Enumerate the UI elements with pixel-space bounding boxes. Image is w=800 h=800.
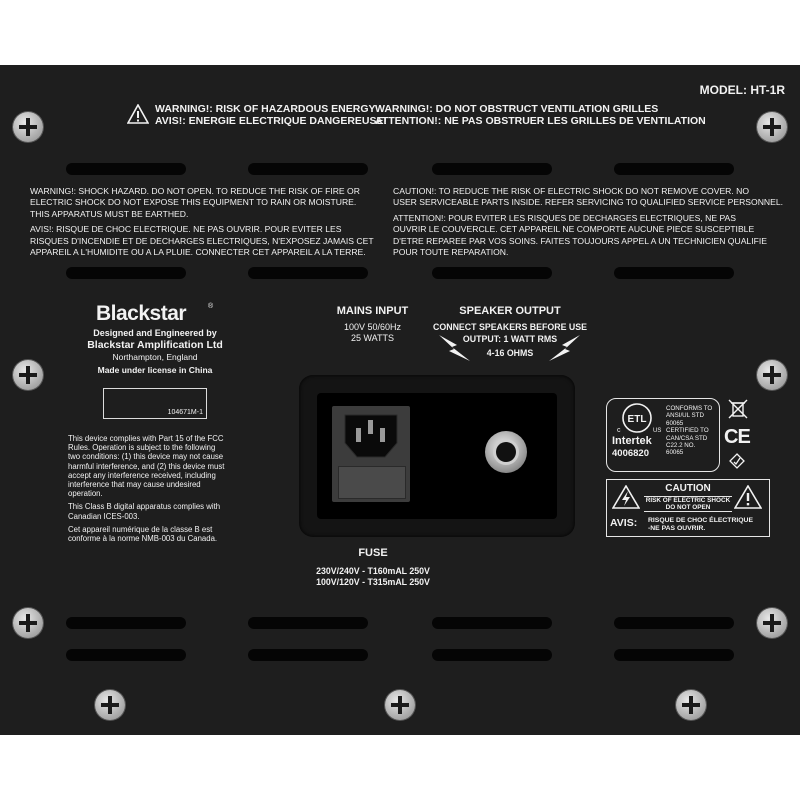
ventilation-slot — [66, 163, 186, 175]
trademark-mark: ® — [208, 303, 214, 310]
warning-hazard-fr: AVIS!: ENERGIE ELECTRIQUE DANGEREUSE! — [155, 115, 387, 127]
mains-input-title: MAINS INPUT — [336, 305, 409, 317]
fcc-line: harmful interference, and (2) this device must — [68, 461, 225, 471]
fcc-statement — [68, 434, 224, 543]
intertek-name: Intertek — [612, 435, 652, 447]
location-text: Northampton, England — [112, 352, 198, 362]
warning-ventilation-fr: ATTENTION!: NE PAS OBSTRUER LES GRILLES DE VENTILATION — [375, 115, 706, 127]
fcc-line: Rules. Operation is subject to the following — [68, 443, 216, 453]
ventilation-slot — [432, 617, 552, 629]
serial-number: 104671M-1 — [167, 409, 203, 416]
warning-line: APPAREIL A L'HUMIDITE OU A LA PLUIE. CONNECTER CET APPAREIL A LA TERRE. — [30, 247, 366, 258]
lightning-bolt-icon — [546, 333, 582, 363]
speaker-power: OUTPUT: 1 WATT RMS — [462, 334, 558, 344]
ventilation-slot — [614, 163, 734, 175]
ventilation-slot — [432, 267, 552, 279]
fcc-line: two conditions: (1) this device may not cause — [68, 452, 224, 462]
nmb-line: Cet appareil numérique de la classe B est — [68, 524, 213, 534]
ventilation-slot — [614, 649, 734, 661]
conformity-line: CAN/CSA STD — [666, 434, 708, 442]
caution-open-line: DO NOT OPEN — [644, 504, 732, 512]
warning-line: ATTENTION!: POUR EVITER LES RISQUES DE DECHARGES ELECTRIQUES, NE PAS — [393, 212, 737, 223]
svg-text:US: US — [653, 428, 661, 434]
ventilation-slot — [66, 617, 186, 629]
screw-icon — [13, 360, 43, 390]
ices-line: Canadian ICES-003. — [68, 511, 140, 521]
mains-wattage: 25 WATTS — [350, 333, 394, 343]
conformity-line: 60065 — [666, 419, 684, 427]
speaker-connect-note: CONNECT SPEAKERS BEFORE USE — [433, 322, 587, 332]
conformity-line: ANSI/UL STD — [666, 412, 704, 420]
conformity-text — [666, 405, 712, 457]
screw-icon — [757, 360, 787, 390]
fuse-rating-230v: 230V/240V - T160mAL 250V — [316, 566, 430, 576]
avis-risk-line: RISQUE DE CHOC ÉLECTRIQUE — [648, 517, 753, 524]
fcc-line: operation. — [68, 489, 103, 499]
speaker-output-title: SPEAKER OUTPUT — [459, 305, 561, 317]
screw-icon — [95, 690, 125, 720]
ventilation-slot — [248, 649, 368, 661]
ventilation-slot — [248, 617, 368, 629]
warning-ventilation-en: WARNING!: DO NOT OBSTRUCT VENTILATION GRILLES — [375, 103, 659, 115]
ventilation-slot — [66, 649, 186, 661]
made-in-text: Made under license in China — [97, 365, 213, 375]
warning-line: RISQUES D'INCENDIE ET DE DECHARGES ELECTRIQUES, N'EXPOSEZ JAMAIS CET — [30, 235, 374, 246]
intertek-number: 4006820 — [612, 448, 649, 459]
caution-risk-line: RISK OF ELECTRIC SHOCK — [645, 497, 731, 504]
avis-open-line: -NE PAS OUVRIR. — [648, 525, 706, 532]
iec-socket-icon — [343, 413, 399, 459]
serial-label — [103, 388, 207, 419]
ventilation-slot — [248, 163, 368, 175]
designed-by-text: Designed and Engineered by — [93, 328, 217, 338]
ventilation-slot — [432, 163, 552, 175]
conformity-line: CERTIFIED TO — [666, 427, 709, 435]
jack-hole — [496, 442, 516, 462]
ventilation-slot — [248, 267, 368, 279]
screw-icon — [757, 112, 787, 142]
etl-mark-icon — [613, 402, 661, 434]
ices-line: This Class B digital apparatus complies with — [68, 502, 221, 512]
caution-title: CAUTION — [665, 483, 711, 494]
warning-block-left — [30, 186, 374, 258]
warning-line: THIS APPARATUS MUST BE EARTHED. — [30, 208, 189, 219]
exclamation-triangle-icon — [734, 485, 762, 509]
weee-crossed-bin-icon — [727, 398, 749, 420]
rcm-mark-icon — [729, 453, 745, 469]
model-label: MODEL: HT-1R — [699, 83, 785, 97]
warning-triangle-icon — [127, 104, 149, 124]
lightning-triangle-icon — [612, 485, 640, 509]
fuse-title: FUSE — [358, 547, 388, 559]
conformity-line: 60065 — [666, 449, 684, 457]
warning-line: D'ETRE REPAREE PAR VOS SOINS. FAITES TOUJOURS APPEL A UN TECHNICIEN QUALIFIE — [393, 235, 767, 246]
ventilation-slot — [66, 267, 186, 279]
warning-line: WARNING!: SHOCK HAZARD. DO NOT OPEN. TO REDUCE THE RISK OF FIRE OR — [30, 186, 360, 196]
warning-line: OUVRIR LE COUVERCLE. CET APPAREIL NE COMPORTE AUCUNE PIECE SUSCEPTIBLE — [393, 224, 755, 235]
mains-voltage: 100V 50/60Hz — [343, 322, 402, 332]
warning-hazard-en: WARNING!: RISK OF HAZARDOUS ENERGY — [155, 103, 376, 115]
ventilation-slot — [614, 617, 734, 629]
fuse-rating-100v: 100V/120V - T315mAL 250V — [316, 577, 430, 587]
ventilation-slot — [614, 267, 734, 279]
warning-line: CAUTION!: TO REDUCE THE RISK OF ELECTRIC SHOCK DO NOT REMOVE COVER. NO — [393, 186, 750, 196]
warning-block-right — [393, 186, 783, 258]
fcc-line: This device complies with Part 15 of the FCC — [68, 434, 224, 443]
svg-text:ETL: ETL — [627, 414, 647, 425]
warning-line: POUR TOUTE REPARATION. — [393, 247, 509, 258]
company-name: Blackstar Amplification Ltd — [87, 339, 223, 351]
ce-mark: CE — [724, 426, 750, 448]
warning-line: USER SERVICEABLE PARTS INSIDE. REFER SERVICING TO QUALIFIED SERVICE PERSONNEL. — [393, 197, 784, 208]
warning-line: ELECTRIC SHOCK DO NOT EXPOSE THIS EQUIPMENT TO RAIN OR MOISTURE. — [30, 197, 357, 208]
speaker-impedance: 4-16 OHMS — [486, 348, 534, 358]
ventilation-slot — [432, 649, 552, 661]
avis-title: AVIS: — [610, 517, 638, 529]
screw-icon — [13, 608, 43, 638]
screw-icon — [757, 608, 787, 638]
screw-icon — [676, 690, 706, 720]
fcc-line: interference that may cause undesired — [68, 480, 201, 490]
fuse-drawer[interactable] — [338, 466, 406, 499]
lightning-bolt-icon — [437, 333, 473, 363]
fcc-line: accept any interference received, including — [68, 470, 216, 480]
blackstar-logo: Blackstar — [96, 302, 187, 325]
svg-text:c: c — [617, 427, 621, 434]
screw-icon — [13, 112, 43, 142]
nmb-line: conforme à la norme NMB-003 du Canada. — [68, 534, 218, 544]
conformity-line: C22.2 NO. — [666, 442, 696, 450]
screw-icon — [385, 690, 415, 720]
conformity-line: CONFORMS TO — [666, 405, 713, 412]
warning-line: AVIS!: RISQUE DE CHOC ELECTRIQUE. NE PAS OUVRIR. POUR EVITER LES — [30, 224, 342, 235]
